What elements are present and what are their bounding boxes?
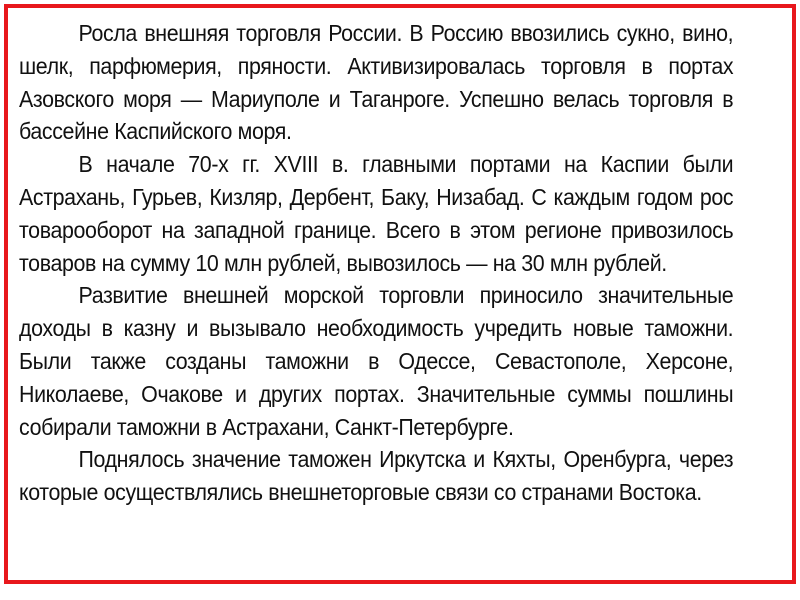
paragraph-foreign-trade: Росла внешняя торговля России. В Россию ввозились сукно, вино, шелк, парфюмерия, пряности. Активизировалась торговля в портах Азовского моря — Мариуполе и Таганроге. Успешно велась торговля в бассейне Каспийского моря. [19,20,734,145]
paragraph-customs-houses: Развитие внешней морской торговли приносило значительные доходы в казну и вызывало необходимость учредить новые таможни. Были также созданы таможни в Одессе, Севастополе, Херсоне, Николаеве, Очакове и других портах. Значительные суммы пошлины собирали таможни в Астрахани, Санкт-Петербурге. [19,282,734,440]
red-border-frame [4,4,796,584]
text-body [19,17,733,509]
paragraph-caspian-ports: В начале 70-х гг. XVIII в. главными портами на Каспии были Астрахань, Гурьев, Кизляр, Дербент, Баку, Низабад. С каждым годом рос товарооборот на западной границе. Всего в этом регионе привозилось товаров на сумму 10 млн рублей, вывозилось — на 30 млн рублей. [19,151,734,276]
paragraph-eastern-customs: Поднялось значение таможен Иркутска и Кяхты, Оренбурга, через которые осуществлялись внешнеторговые связи со странами Востока. [19,446,734,506]
